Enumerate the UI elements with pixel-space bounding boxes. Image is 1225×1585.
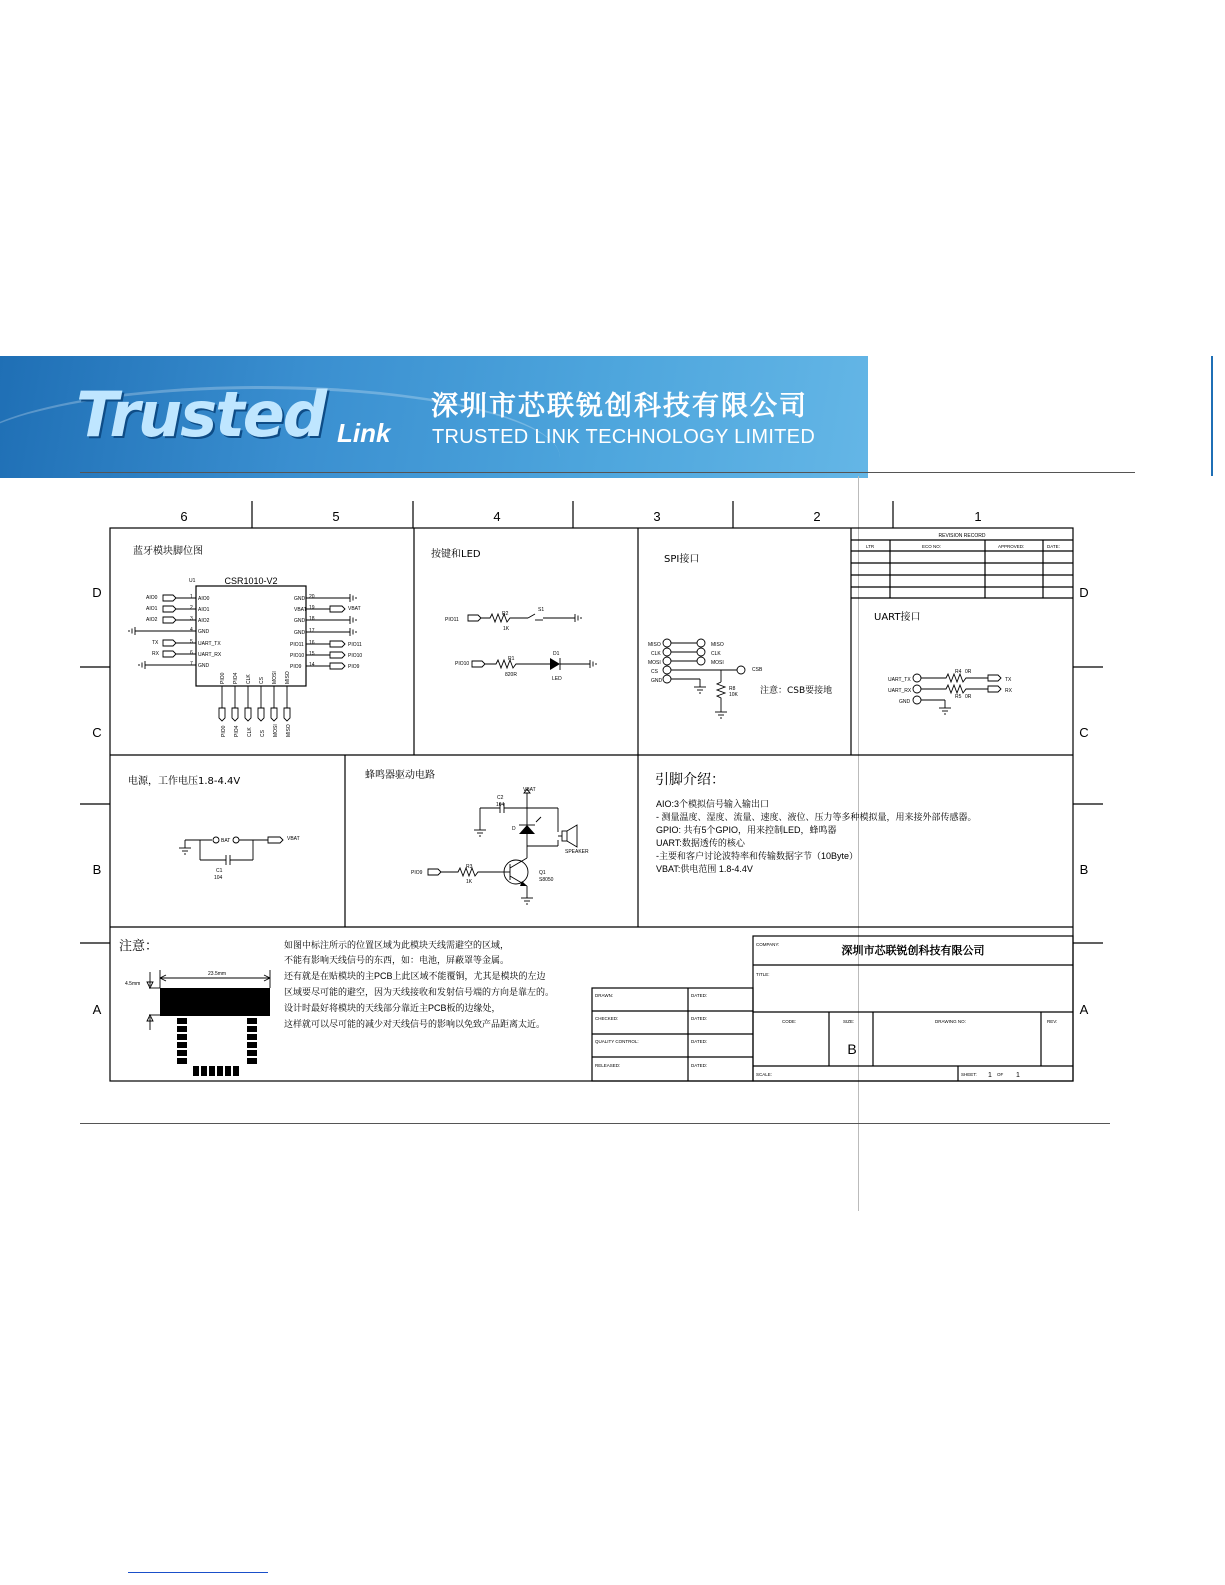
pin-number: 16 [309,640,315,646]
module-pinout-section [129,544,362,737]
revision-header: LTR [866,544,875,549]
sheet-total: 1 [1016,1072,1020,1079]
bottom-pin-net: MOSI [273,724,279,737]
pin-intro-title: 引脚介绍： [655,771,725,787]
net-label: PIO10 [455,661,470,667]
keyled-title: 按键和LED [431,549,481,560]
dimension-width: 23.5mm [208,971,227,977]
spi-net: GND [651,678,663,684]
resistor-value: 1K [466,879,473,885]
tb-label: REV: [1047,1019,1058,1024]
tb-size-value: B [847,1041,857,1057]
notice-title: 注意： [119,939,159,954]
pin-name: PIO11 [290,642,304,648]
tb-label: DATED: [691,993,708,998]
buzzer-title: 蜂鸣器驱动电路 [365,770,435,781]
net-label: PIO9 [411,870,423,876]
pin-name: GND [198,629,210,635]
pin-intro-line: AIO:3个模拟信号输入输出口 [656,799,770,809]
tb-label: SIZE: [843,1019,855,1024]
tb-label: DATED: [691,1016,708,1021]
uart-net: TX [1005,677,1012,683]
bottom-pin-net: PIO4 [234,725,240,737]
tb-label: RELEASED: [595,1063,621,1068]
resistor-ref: R1 [508,656,515,662]
pin-intro-line: UART:数据透传的核心 [656,838,745,848]
battery-label: BAT [221,838,231,844]
pin-name: GND [198,663,210,669]
resistor-ref: R5 [955,694,962,700]
tb-label: CODE: [782,1019,797,1024]
tb-label: TITLE: [756,972,770,977]
row-label: B [92,862,102,877]
notice-line: 这样就可以尽可能的减少对天线信号的影响以免致产品距离太近。 [284,1019,546,1029]
uart-net: RX [1005,688,1012,694]
switch-ref: S1 [538,607,545,613]
diode-ref: D [512,826,516,832]
notice-line: 不能有影响天线信号的东西，如：电池，屏蔽罩等金属。 [284,955,510,965]
revision-header: ECO NO: [922,544,942,549]
spi-net: CLK [711,651,721,657]
pin-number: 14 [309,662,315,668]
logo-trusted: Trusted [76,378,326,451]
spi-net: CLK [651,651,661,657]
revision-header: DATE: [1047,544,1060,549]
tb-label: SHEET: [961,1072,977,1077]
resistor-ref: R3 [466,864,473,870]
sheet-number: 1 [988,1072,992,1079]
pin-name: VBAT [294,607,307,613]
module-pad-array [177,1018,257,1076]
tb-label: DATED: [691,1039,708,1044]
resistor-value: 10K [729,692,738,698]
revision-header: APPROVED: [998,544,1025,549]
column-label: 5 [332,509,340,524]
pin-intro-section [655,771,977,874]
spi-section [648,552,832,718]
tb-label: DATED: [691,1063,708,1068]
chip-name: CSR1010-V2 [224,576,278,586]
capacitor-value: 104 [496,802,505,808]
bottom-pin-name: CLK [246,674,252,684]
notice-line: 设计时最好将模块的天线部分靠近主PCB板的边缘处， [284,1003,501,1013]
pin-name: UART_RX [198,652,222,658]
uart-net: UART_RX [888,688,912,694]
power-title: 电源，工作电压1.8-4.4V [128,776,241,787]
pin-net-label: TX [152,640,159,646]
row-label: A [1079,1002,1089,1017]
bottom-pin-net: CS [260,730,266,737]
spi-net: MISO [711,642,724,648]
pin-number: 18 [309,616,315,622]
capacitor-ref: C2 [497,795,504,801]
transistor-value: S8050 [539,877,554,883]
pin-net-label: PIO11 [348,642,362,648]
capacitor-value: 104 [214,875,223,881]
led-ref: D1 [553,651,560,657]
pin-number: 17 [309,628,315,634]
bottom-pin-name: MOSI [272,671,278,684]
tb-label: DRAWN: [595,993,614,998]
notice-section [119,939,554,1076]
bottom-pin-net: PIO0 [221,725,227,737]
pin-intro-line: - 测量温度、湿度、流量、速度、液位、压力等多种模拟量，用来接外部传感器。 [656,812,977,822]
bottom-pin-name: MISO [285,671,291,684]
pin-net-label: PIO9 [348,664,360,670]
spi-net: MISO [648,642,661,648]
resistor-value: 1K [503,626,510,632]
pin-name: GND [294,618,306,624]
transistor-ref: Q1 [539,870,546,876]
net-label: VBAT [287,836,300,842]
pin-number: 6 [190,650,193,656]
pin-intro-line: VBAT:供电范围 1.8-4.4V [656,864,753,874]
pin-net-label: AIO0 [146,595,158,601]
pin-net-label: VBAT [348,606,361,612]
power-section [128,774,300,881]
uart-net: GND [899,699,911,705]
bottom-pin-name: PIO4 [233,672,239,684]
chip-ref: U1 [189,578,196,584]
led-diode-icon [550,658,560,670]
spi-net: CS [651,669,658,675]
capacitor-ref: C1 [216,868,223,874]
pin-number: 15 [309,651,315,657]
notice-line: 如图中标注所示的位置区域为此模块天线需避空的区域， [284,940,510,950]
pin-name: AIO0 [198,596,210,602]
resistor-ref: R4 [955,669,962,675]
module-title: 蓝牙模块脚位图 [133,546,203,557]
net-label: VBAT [523,787,536,793]
row-label: A [92,1002,102,1017]
diode-icon [519,825,535,834]
pin-number: 2 [190,605,193,611]
pin-number: 4 [190,627,193,633]
tb-label: COMPANY: [756,942,780,947]
notice-line: 区域要尽可能的避空，因为天线接收和发射信号端的方向是靠左的。 [284,987,555,997]
resistor-value: 0R [965,694,972,700]
pin-net-label: PIO10 [348,653,363,659]
pin-name: PIO10 [290,653,305,659]
pin-name: GND [294,630,306,636]
uart-net: UART_TX [888,677,911,683]
pin-net-label: AIO1 [146,606,158,612]
pin-intro-line: GPIO: 共有5个GPIO，用来控制LED，蜂鸣器 [656,825,837,835]
pin-number: 7 [190,661,193,667]
pin-number: 1 [190,594,193,600]
column-label: 6 [180,509,188,524]
uart-section [874,610,1013,714]
pin-number: 3 [190,616,193,622]
tb-label: DRAWING NO: [935,1019,966,1024]
resistor-ref: R2 [502,611,509,617]
revision-record [866,533,1060,549]
pin-net-label: AIO2 [146,617,158,623]
tb-label: QUALITY CONTROL: [595,1039,639,1044]
pin-name: AIO1 [198,607,210,613]
pin-number: 20 [309,594,315,600]
speaker-label: SPEAKER [565,849,589,855]
pin-name: PIO9 [290,664,302,670]
company-name-en: TRUSTED LINK TECHNOLOGY LIMITED [432,426,816,448]
company-name-cn: 深圳市芯联锐创科技有限公司 [431,391,808,422]
bottom-pin-net: MISO [286,724,292,737]
row-label: C [1079,725,1089,740]
dimension-height: 4.5mm [125,981,141,987]
tb-label: OF [997,1072,1004,1077]
buzzer-section [365,768,589,904]
revision-title: REVISION RECORD [938,533,986,539]
row-label: D [92,585,102,600]
spi-net: MOSI [711,660,724,666]
chip-body [196,586,306,686]
pin-name: AIO2 [198,618,210,624]
pin-name: UART_TX [198,641,221,647]
pin-number: 5 [190,639,193,645]
resistor-value: 820R [505,672,517,678]
row-label: C [92,725,102,740]
resistor-value: 0R [965,669,972,675]
spi-net: MOSI [648,660,661,666]
column-label: 4 [493,509,501,524]
tb-company-name: 深圳市芯联锐创科技有限公司 [841,944,985,957]
pin-net-label: RX [152,651,159,657]
spi-net: CSB [752,667,763,673]
pin-name: GND [294,596,306,602]
key-led-section [431,547,596,682]
column-label: 2 [813,509,821,524]
resistor-ref: R8 [729,686,736,692]
notice-line: 还有就是在贴模块的主PCB上此区域不能覆铜，尤其是模块的左边 [284,971,546,981]
column-label: 3 [653,509,661,524]
bottom-pin-name: PIO0 [220,672,226,684]
logo-link: Link [337,418,391,448]
pin-intro-line: -主要和客户讨论波特率和传输数据字节（10Byte） [656,851,859,861]
column-label: 1 [974,509,982,524]
pin-number: 19 [309,605,315,611]
bottom-pin-net: CLK [247,727,253,737]
antenna-keepout-area [160,988,270,1016]
spi-note: 注意：CSB要接地 [760,686,833,696]
net-label: PIO11 [445,617,459,623]
row-label: D [1079,585,1089,600]
tb-label: SCALE: [756,1072,773,1077]
uart-title: UART接口 [874,612,921,623]
tb-label: CHECKED: [595,1016,619,1021]
led-label: LED [552,676,562,682]
spi-title: SPI接口 [664,554,700,565]
row-label: B [1079,862,1089,877]
bottom-pin-name: CS [259,677,265,684]
